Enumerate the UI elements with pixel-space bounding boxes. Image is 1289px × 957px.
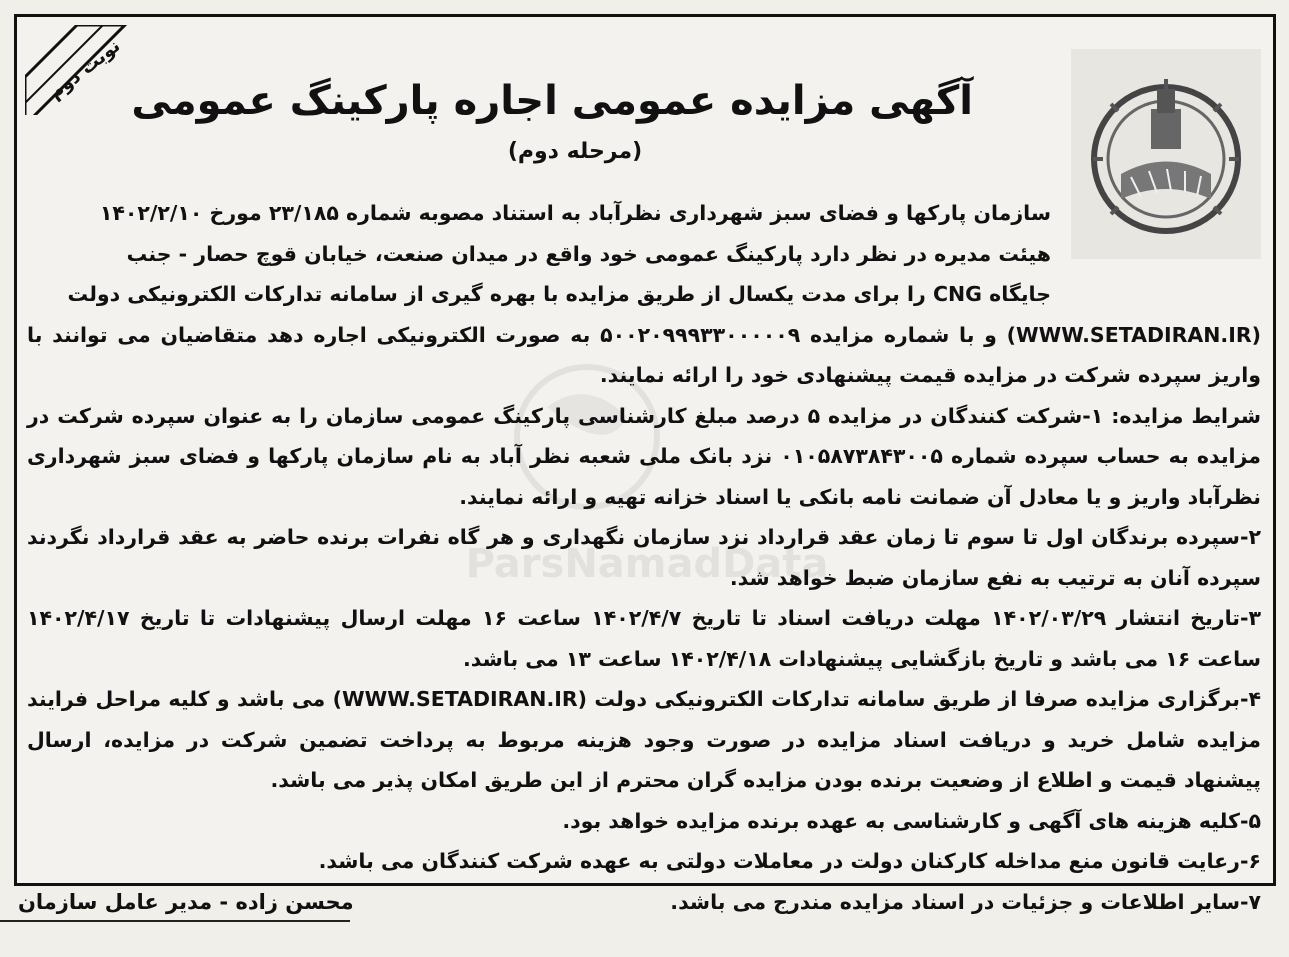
notice-body bbox=[27, 193, 1261, 922]
signature-underline bbox=[0, 920, 350, 922]
ribbon-label: نوبت دوم bbox=[45, 35, 125, 104]
intro-line: جایگاه CNG را برای مدت یکسال از طریق مزایده با بهره گیری از سامانه تدارکات الکترونیکی دولت bbox=[67, 282, 1051, 306]
condition-6: ۶-رعایت قانون منع مداخله کارکنان دولت در معاملات دولتی به عهده شرکت کنندگان می باشد. bbox=[318, 849, 1261, 873]
signature: محسن زاده - مدیر عامل سازمان bbox=[18, 890, 354, 914]
second-run-ribbon bbox=[25, 25, 145, 115]
notice-title: آگهی مزایده عمومی اجاره پارکینگ عمومی bbox=[131, 78, 973, 124]
watermark-text: ParsNamadData bbox=[465, 541, 829, 587]
condition-2: ۲-سپرده برندگان اول تا سوم تا زمان عقد قرارداد نزد سازمان نگهداری و هر گاه نفرات برنده حاضر به عقد قرارداد نگردند سپرده آنان به ترتیب به نفع سازمان ضبط خواهد شد. bbox=[27, 525, 1261, 590]
intro-rest: (WWW.SETADIRAN.IR) و با شماره مزایده ۵۰۰۲۰۹۹۹۳۳۰۰۰۰۰۹ به صورت الکترونیکی اجاره دهد متقاضیان می توانند با واریز سپرده شرکت در مزایده قیمت پیشنهادی خود را ارائه نمایند. bbox=[27, 322, 1261, 387]
condition-4: ۴-برگزاری مزایده صرفا از طریق سامانه تدارکات الکترونیکی دولت (WWW.SETADIRAN.IR) می باشد و کلیه مراحل فرایند مزایده شامل خرید و دریافت اسناد مزایده در صورت وجود هزینه مربوط به پرداخت تضمین شرکت در مزایده، ارسال پیشنهاد قیمت و اطلاع از وضعیت برنده بودن مزایده گران محترم از این طریق امکان پذیر می باشد. bbox=[27, 687, 1261, 792]
condition-7: ۷-سایر اطلاعات و جزئیات در اسناد مزایده مندرج می باشد. bbox=[670, 889, 1261, 914]
notice-subtitle: (مرحله دوم) bbox=[507, 139, 643, 164]
condition-3: ۳-تاریخ انتشار ۱۴۰۲/۰۳/۲۹ مهلت دریافت اسناد تا تاریخ ۱۴۰۲/۴/۷ ساعت ۱۶ مهلت ارسال پیشنهادات تا تاریخ ۱۴۰۲/۴/۱۷ ساعت ۱۶ می باشد و تاریخ بازگشایی پیشنهادات ۱۴۰۲/۴/۱۸ ساعت ۱۳ می باشد. bbox=[27, 606, 1261, 671]
condition-1: شرایط مزایده: ۱-شرکت کنندگان در مزایده ۵ درصد مبلغ کارشناسی پارکینگ عمومی سازمان را به عنوان سپرده شرکت در مزایده به حساب سپرده شماره ۰۱۰۵۸۷۳۸۴۳۰۰۵ نزد بانک ملی شعبه نظر آباد به نام سازمان پارکها و فضای سبز شهرداری نظرآباد واریز و یا معادل آن ضمانت نامه بانکی یا اسناد خزانه تهیه و ارائه نمایند. bbox=[27, 403, 1262, 509]
condition-5: ۵-کلیه هزینه های آگهی و کارشناسی به عهده برنده مزایده خواهد بود. bbox=[562, 808, 1261, 833]
intro-line: سازمان پارکها و فضای سبز شهرداری نظرآباد به استناد مصوبه شماره ۲۳/۱۸۵ مورخ ۱۴۰۲/۲/۱۰ bbox=[99, 201, 1051, 225]
intro-lines bbox=[27, 193, 1261, 315]
intro-line: هیئت مدیره در نظر دارد پارکینگ عمومی خود واقع در میدان صنعت، خیابان قوچ حصار - جنب bbox=[126, 241, 1051, 266]
